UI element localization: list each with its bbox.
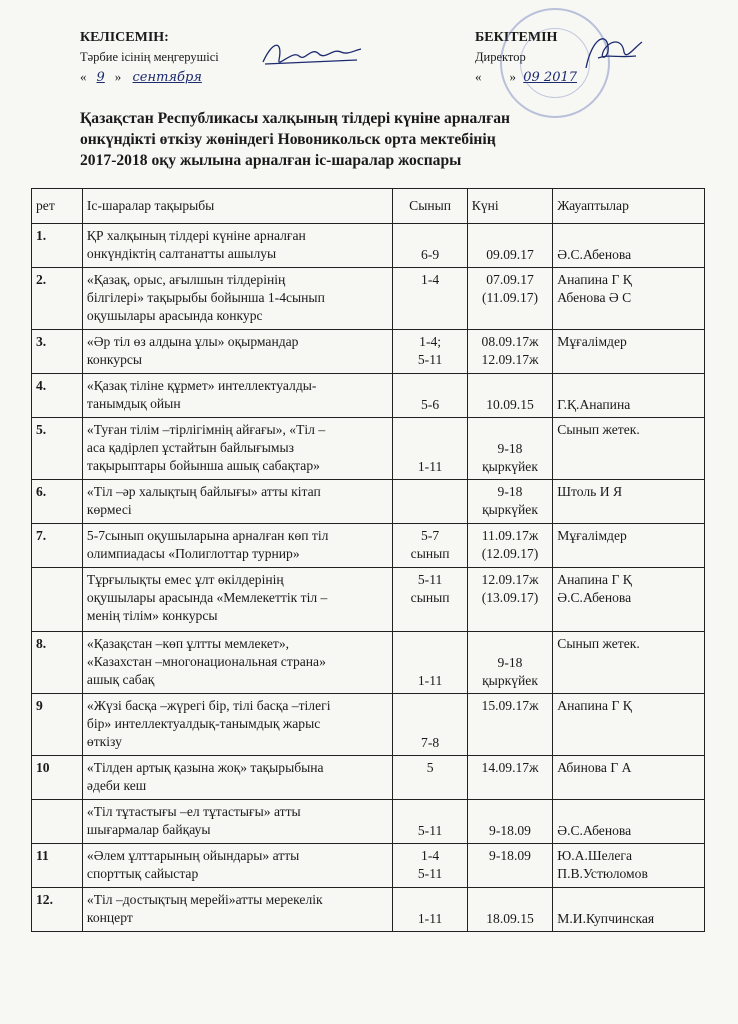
event-class-line: 5-11 [417, 866, 443, 881]
event-topic-line: әдеби кеш [86, 778, 147, 793]
event-class [393, 844, 467, 888]
event-topic-line: онкүндіктің салтанатты ашылуы [86, 246, 277, 261]
event-date [467, 480, 553, 524]
event-responsible [553, 632, 705, 694]
event-responsible-line: П.В.Устюломов [557, 866, 648, 881]
event-responsible [553, 694, 705, 756]
event-date-line: 09.09.17 [486, 247, 534, 262]
event-date [467, 374, 553, 418]
event-date-line: қыркүйек [482, 502, 538, 517]
event-class [393, 224, 467, 268]
approve-position: Директор [475, 50, 526, 64]
event-class-line: 5-7 [421, 528, 440, 543]
event-responsible-line: Штоль И Я [557, 484, 623, 499]
row-number: 1. [32, 224, 83, 268]
event-topic-line: «Қазақ, орыс, ағылшын тілдерінің [86, 272, 286, 287]
event-class-line: сынып [410, 590, 450, 605]
title-line: Қазақстан Республикасы халқының тілдері күніне арналған [80, 110, 511, 127]
agree-position: Тәрбие ісінің меңгерушісі [80, 50, 219, 64]
event-date-line: 12.09.17ж [481, 352, 539, 367]
event-responsible [553, 524, 705, 568]
event-responsible [553, 800, 705, 844]
event-date-line: 9-18.09 [489, 823, 531, 838]
event-date [467, 632, 553, 694]
table-row [32, 800, 705, 844]
event-responsible [553, 888, 705, 932]
event-date-line: 9-18 [497, 484, 523, 499]
event-date [467, 418, 553, 480]
event-topic-line: шығармалар байқауы [86, 822, 211, 837]
event-class-line: 1-4 [421, 272, 440, 287]
event-topic-line: білгілері» тақырыбы бойынша 1-4сынып [86, 290, 325, 305]
event-topic-line: спорттық сайыстар [86, 866, 199, 881]
event-responsible [553, 268, 705, 330]
event-topic-line: өткізу [86, 734, 122, 749]
event-date-line: 9-18.09 [489, 848, 531, 863]
event-topic-line: ашық сабақ [86, 672, 155, 687]
table-row [32, 694, 705, 756]
row-number: 3. [32, 330, 83, 374]
row-number: 7. [32, 524, 83, 568]
event-topic-line: олимпиадасы «Полиглоттар турнир» [86, 546, 300, 561]
table-row [32, 224, 705, 268]
event-date-line: 18.09.15 [486, 911, 534, 926]
title-line: 2017-2018 оқу жылына арналған іс-шаралар жоспары [80, 152, 462, 169]
event-topic [82, 268, 393, 330]
row-number [32, 800, 83, 844]
row-number: 11 [32, 844, 83, 888]
event-topic [82, 524, 393, 568]
event-class-line: 6-9 [421, 247, 440, 262]
event-topic-line: «Қазақ тіліне құрмет» интеллектуалды- [86, 378, 317, 393]
event-topic-line: Тұрғылықты емес ұлт өкілдерінің [86, 572, 284, 587]
event-date [467, 694, 553, 756]
event-responsible-line: М.И.Купчинская [557, 911, 655, 926]
event-responsible [553, 418, 705, 480]
table-row [32, 632, 705, 694]
row-number: 4. [32, 374, 83, 418]
row-number: 8. [32, 632, 83, 694]
table-header-row [32, 189, 705, 224]
event-class [393, 418, 467, 480]
event-responsible [553, 330, 705, 374]
table-row [32, 888, 705, 932]
event-responsible [553, 756, 705, 800]
row-number: 2. [32, 268, 83, 330]
event-topic-line: менің тілім» конкурсы [86, 608, 218, 623]
event-class-line: 1-4 [421, 848, 440, 863]
row-number: 12. [32, 888, 83, 932]
event-topic-line: «Тіл –әр халықтың байлығы» атты кітап [86, 484, 321, 499]
event-topic-line: аса қадірлеп ұстайтын байлығымыз [86, 440, 294, 455]
event-topic [82, 330, 393, 374]
event-class-line: 1-11 [417, 459, 443, 474]
table-body [32, 224, 705, 932]
event-topic-line: оқушылары арасында «Мемлекеттік тіл – [86, 590, 328, 605]
event-responsible-line: Абенова Ә С [557, 290, 632, 305]
event-date [467, 224, 553, 268]
event-responsible-line: Сынып жетек. [557, 422, 640, 437]
event-class [393, 632, 467, 694]
event-date [467, 524, 553, 568]
table-row [32, 374, 705, 418]
row-number: 9 [32, 694, 83, 756]
event-responsible-line: Ә.С.Абенова [557, 823, 632, 838]
row-number [32, 568, 83, 632]
event-date [467, 756, 553, 800]
event-responsible-line: Мұғалімдер [557, 334, 627, 349]
event-topic [82, 844, 393, 888]
event-responsible [553, 480, 705, 524]
event-topic [82, 800, 393, 844]
table-row [32, 330, 705, 374]
event-class-line: 5 [426, 760, 434, 775]
event-topic [82, 632, 393, 694]
event-responsible [553, 568, 705, 632]
agree-date-month: сентября [132, 70, 202, 85]
event-topic-line: «Қазақстан –көп ұлтты мемлекет», [86, 636, 290, 651]
event-topic-line: 5-7сынып оқушыларына арналған көп тіл [86, 528, 329, 543]
event-class-line: 5-11 [417, 352, 443, 367]
event-responsible-line: Ә.С.Абенова [557, 590, 632, 605]
event-date-line: қыркүйек [482, 673, 538, 688]
event-class [393, 268, 467, 330]
event-class-line: 5-11 [417, 572, 443, 587]
event-topic-line: «Әлем ұлттарының ойындары» атты [86, 848, 300, 863]
event-class [393, 800, 467, 844]
event-date [467, 888, 553, 932]
event-date-line: 10.09.15 [486, 397, 534, 412]
header-date: Күні [467, 189, 553, 224]
event-topic-line: «Тіл тұтастығы –ел тұтастығы» атты [86, 804, 301, 819]
table-row [32, 756, 705, 800]
event-date-line: (11.09.17) [481, 290, 539, 305]
approve-title: БЕКІТЕМІН [475, 30, 558, 45]
event-class [393, 480, 467, 524]
event-date-line: 15.09.17ж [481, 698, 539, 713]
event-date-line: қыркүйек [482, 459, 538, 474]
event-class-line: 5-11 [417, 823, 443, 838]
approve-date-rest: 09 2017 [523, 70, 578, 85]
table-row [32, 480, 705, 524]
table-row [32, 268, 705, 330]
plan-title [80, 108, 690, 171]
event-topic [82, 888, 393, 932]
event-class [393, 888, 467, 932]
event-date [467, 800, 553, 844]
event-topic-line: көрмесі [86, 502, 132, 517]
event-responsible-line: Анапина Г Қ [557, 698, 632, 713]
event-class [393, 756, 467, 800]
event-responsible-line: Анапина Г Қ [557, 272, 632, 287]
event-class [393, 568, 467, 632]
event-class-line: сынып [410, 546, 450, 561]
header-class: Сынып [393, 189, 467, 224]
agree-signature [255, 34, 365, 74]
event-class-line: 5-6 [421, 397, 440, 412]
event-topic [82, 480, 393, 524]
event-topic-line: оқушылары арасында конкурс [86, 308, 263, 323]
event-topic-line: «Туған тілім –тірлігімнің айғағы», «Тіл – [86, 422, 326, 437]
event-topic-line: тақырыптары бойынша ашық сабақтар» [86, 458, 320, 473]
event-responsible-line: Абинова Г А [557, 760, 632, 775]
table-row [32, 418, 705, 480]
event-responsible [553, 224, 705, 268]
event-date-line: 14.09.17ж [481, 760, 539, 775]
event-date-line: (13.09.17) [481, 590, 539, 605]
event-class [393, 374, 467, 418]
event-responsible-line: Ю.А.Шелега [557, 848, 633, 863]
row-number: 10 [32, 756, 83, 800]
event-responsible-line: Сынып жетек. [557, 636, 640, 651]
event-date [467, 568, 553, 632]
event-date-line: 9-18 [497, 655, 523, 670]
event-topic-line: «Әр тіл өз алдына ұлы» оқырмандар [86, 334, 299, 349]
event-responsible-line: Ә.С.Абенова [557, 247, 632, 262]
event-topic [82, 418, 393, 480]
event-date-line: 07.09.17 [486, 272, 534, 287]
approve-signature [578, 28, 648, 76]
event-topic [82, 756, 393, 800]
event-topic-line: концерт [86, 910, 133, 925]
row-number: 6. [32, 480, 83, 524]
event-topic-line: ҚР халқының тілдері күніне арналған [86, 228, 306, 243]
table-row [32, 844, 705, 888]
event-topic [82, 374, 393, 418]
event-topic [82, 694, 393, 756]
event-class [393, 524, 467, 568]
event-topic-line: «Казахстан –многонациональная страна» [86, 654, 326, 669]
event-class-line: 1-11 [417, 911, 443, 926]
events-table [31, 188, 705, 932]
event-responsible [553, 374, 705, 418]
header-num: рет [32, 189, 83, 224]
event-date-line: 08.09.17ж [481, 334, 539, 349]
event-topic-line: «Жүзі басқа –жүрегі бір, тілі басқа –тілегі [86, 698, 331, 713]
event-date-line: 12.09.17ж [481, 572, 539, 587]
event-responsible [553, 844, 705, 888]
table-row [32, 524, 705, 568]
agree-date-day: 9 [96, 70, 105, 85]
event-date [467, 330, 553, 374]
event-class-line: 1-11 [417, 673, 443, 688]
event-topic [82, 568, 393, 632]
event-topic-line: «Тілден артық қазына жоқ» тақырыбына [86, 760, 324, 775]
event-date-line: 11.09.17ж [481, 528, 539, 543]
event-responsible-line: Мұғалімдер [557, 528, 627, 543]
event-class [393, 330, 467, 374]
table-row [32, 568, 705, 632]
event-class [393, 694, 467, 756]
event-topic-line: танымдық ойын [86, 396, 181, 411]
event-responsible-line: Г.Қ.Анапина [557, 397, 631, 412]
event-topic [82, 224, 393, 268]
agree-title: КЕЛІСЕМІН: [80, 30, 169, 45]
approve-date: « » 09 2017 [475, 69, 705, 85]
event-date-line: (12.09.17) [481, 546, 539, 561]
title-line: онкүндікті өткізу жөніндегі Новоникольск орта мектебінің [80, 131, 496, 148]
header-responsible: Жауаптылар [553, 189, 705, 224]
event-date [467, 268, 553, 330]
event-class-line: 1-4; [419, 334, 442, 349]
event-date-line: 9-18 [497, 441, 523, 456]
header-topic: Іс-шаралар тақырыбы [82, 189, 393, 224]
row-number: 5. [32, 418, 83, 480]
event-topic-line: бір» интеллектуалдық-танымдық жарыс [86, 716, 321, 731]
event-topic-line: конкурсы [86, 352, 143, 367]
event-topic-line: «Тіл –достықтың мерейі»атты мерекелік [86, 892, 323, 907]
event-date [467, 844, 553, 888]
agree-date: « 9 » сентября [80, 69, 380, 85]
event-class-line: 7-8 [421, 735, 440, 750]
event-responsible-line: Анапина Г Қ [557, 572, 632, 587]
